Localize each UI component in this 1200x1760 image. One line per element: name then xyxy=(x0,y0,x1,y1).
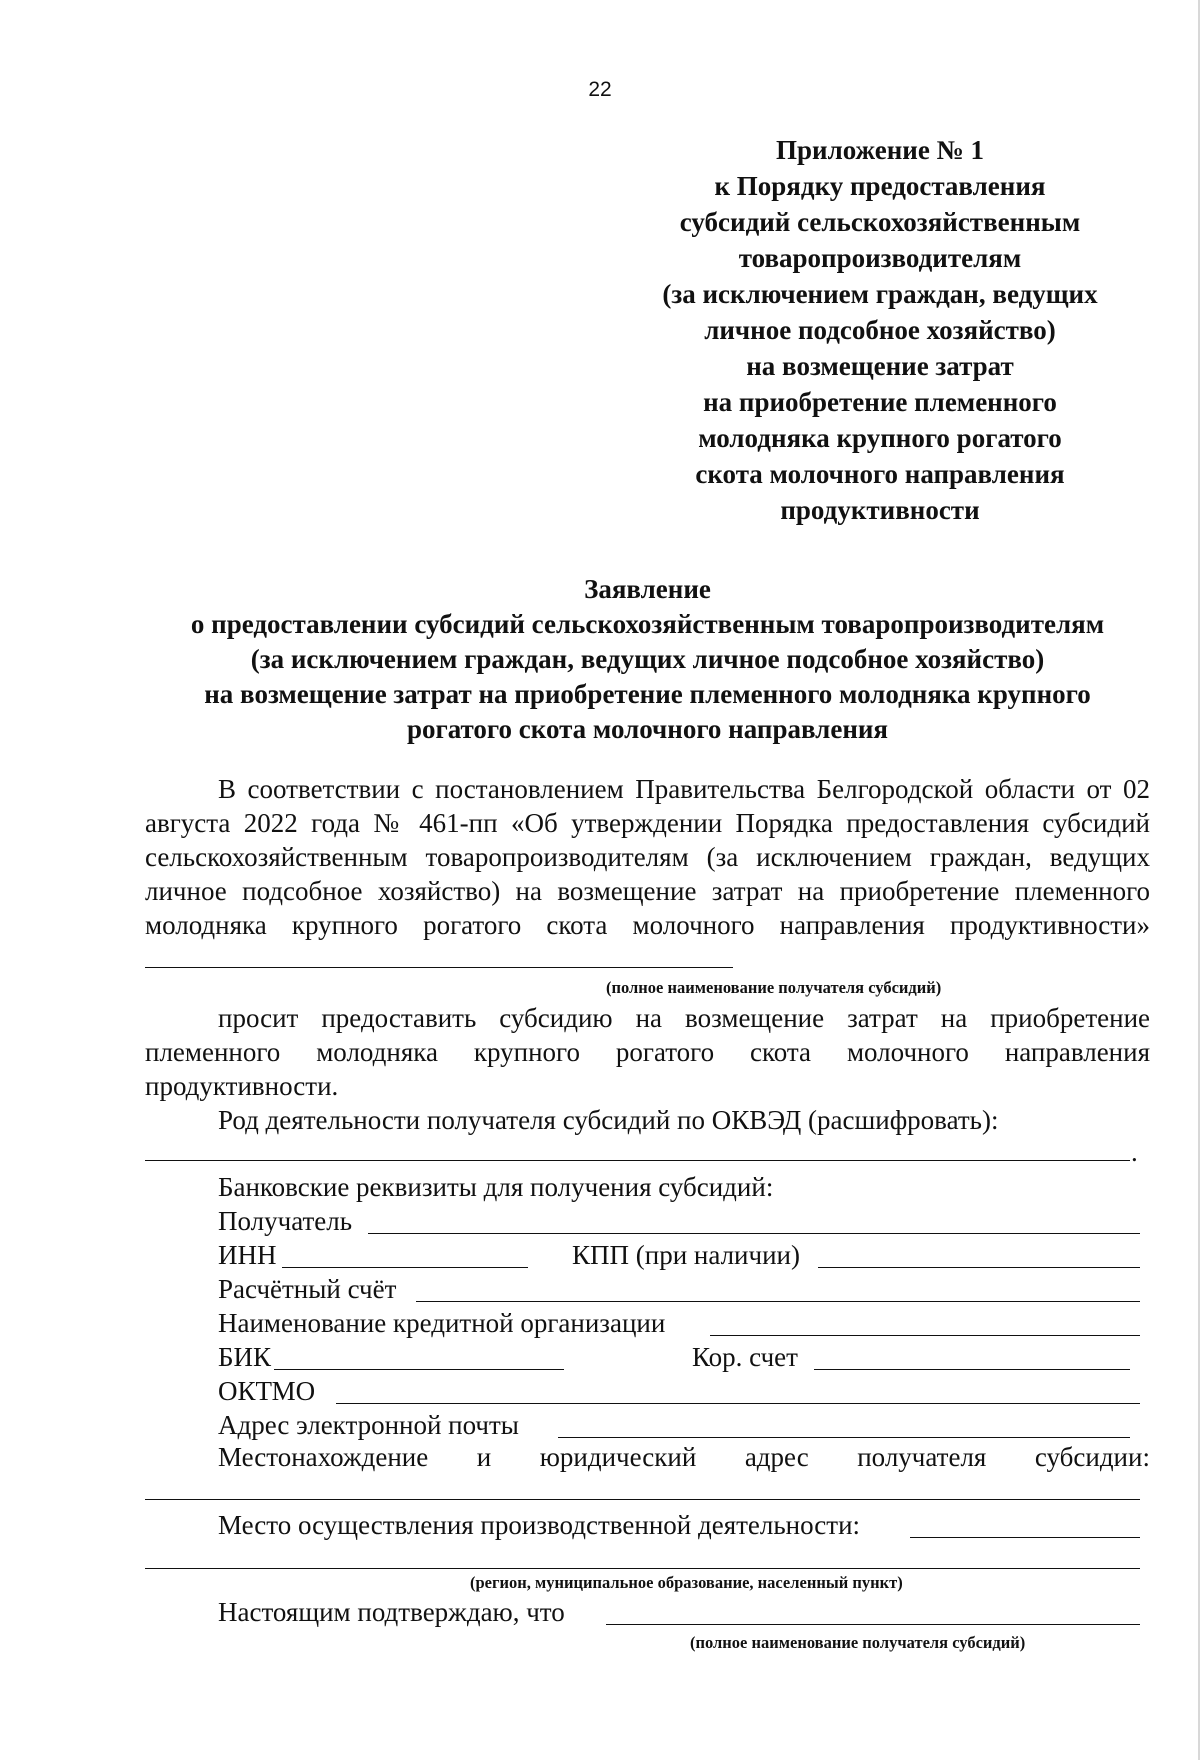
corr-account-label: Кор. счет xyxy=(692,1342,798,1372)
appendix-line: товаропроизводителям xyxy=(738,243,1022,273)
paragraph-legal-basis-text: В соответствии с постановлением Правительства Белгородской области от 02 августа 2022 года № 461-пп «Об утверждении Порядка предоставления субсидий сельскохозяйственным товаропроизводителям (за исключением граждан, ведущих личное подсобное хозяйство) на возмещение затрат на приобретение племенного молодняка крупного рогатого скота молочного направления продуктивности» xyxy=(145,774,1150,940)
bik-field[interactable] xyxy=(274,1369,564,1370)
bank-heading-text: Банковские реквизиты для получения субсидий: xyxy=(218,1172,774,1202)
inn-kpp-row xyxy=(218,1238,1150,1272)
appendix-heading xyxy=(640,132,1120,528)
corr-account-field[interactable] xyxy=(814,1369,1130,1370)
paragraph-okved: Род деятельности получателя субсидий по ОКВЭД (расшифровать): xyxy=(218,1105,999,1135)
bank-name-field[interactable] xyxy=(710,1335,1140,1336)
location-word: адрес xyxy=(744,1442,809,1472)
account-row xyxy=(218,1272,1150,1306)
title-line: рогатого скота молочного направления xyxy=(406,714,889,744)
recipient-row xyxy=(218,1204,1150,1238)
location-word: субсидии: xyxy=(1034,1442,1150,1472)
location-word: и xyxy=(476,1442,492,1472)
okved-field[interactable] xyxy=(145,1160,1130,1161)
caption-confirm: (полное наименование получателя субсидий) xyxy=(690,1633,1026,1652)
paragraph-legal-basis xyxy=(145,772,1150,976)
appendix-line: Приложение № 1 xyxy=(776,135,984,165)
production-place-row xyxy=(218,1508,1150,1542)
title-line: о предоставлении субсидий сельскохозяйственным товаропроизводителям xyxy=(190,609,1105,639)
recipient-field[interactable] xyxy=(368,1233,1140,1234)
appendix-line: скота молочного направления xyxy=(695,459,1065,489)
appendix-line: на приобретение племенного xyxy=(703,387,1057,417)
bank-heading xyxy=(218,1170,1150,1204)
account-field[interactable] xyxy=(416,1301,1140,1302)
appendix-line: на возмещение затрат xyxy=(746,351,1014,381)
appendix-line: личное подсобное хозяйство) xyxy=(704,315,1056,345)
email-row xyxy=(218,1408,1150,1442)
location-field[interactable] xyxy=(145,1499,1140,1500)
bank-name-label: Наименование кредитной организации xyxy=(218,1308,666,1338)
okved-period: . xyxy=(1131,1137,1138,1167)
recipient-name-field[interactable] xyxy=(145,945,733,968)
bik-corr-row xyxy=(218,1340,1150,1374)
inn-field[interactable] xyxy=(282,1267,528,1268)
page-number: 22 xyxy=(588,78,612,101)
oktmo-label: ОКТМО xyxy=(218,1376,316,1406)
bank-name-row xyxy=(218,1306,1150,1340)
kpp-label: КПП (при наличии) xyxy=(572,1240,800,1270)
location-word: юридический xyxy=(539,1442,697,1472)
location-word: Местонахождение xyxy=(218,1442,429,1472)
kpp-field[interactable] xyxy=(818,1267,1140,1268)
production-place-label: Место осуществления производственной деятельности: xyxy=(218,1510,861,1540)
appendix-line: субсидий сельскохозяйственным xyxy=(679,207,1081,237)
production-place-line[interactable] xyxy=(145,1568,1140,1569)
email-label: Адрес электронной почты xyxy=(218,1410,519,1440)
email-field[interactable] xyxy=(558,1437,1130,1438)
account-label: Расчётный счёт xyxy=(218,1274,397,1304)
location-row xyxy=(218,1440,1150,1474)
title-line: Заявление xyxy=(584,574,711,604)
confirm-label: Настоящим подтверждаю, что xyxy=(218,1597,565,1627)
recipient-label: Получатель xyxy=(218,1206,353,1236)
confirm-row xyxy=(218,1595,1150,1629)
oktmo-row xyxy=(218,1374,1150,1408)
appendix-line: молодняка крупного рогатого xyxy=(698,423,1062,453)
location-word: получателя xyxy=(857,1442,987,1472)
production-place-field[interactable] xyxy=(910,1537,1140,1538)
appendix-line: к Порядку предоставления xyxy=(714,171,1046,201)
caption-region: (регион, муниципальное образование, населенный пункт) xyxy=(470,1573,903,1592)
paragraph-request: просит предоставить субсидию на возмещение затрат на приобретение племенного молодняка крупного рогатого скота молочного направления продуктивности. xyxy=(145,1003,1150,1101)
appendix-line: продуктивности xyxy=(780,495,980,525)
inn-label: ИНН xyxy=(218,1240,277,1270)
document-title xyxy=(140,572,1155,747)
caption-recipient: (полное наименование получателя субсидий) xyxy=(606,978,942,997)
title-line: на возмещение затрат на приобретение племенного молодняка крупного xyxy=(204,679,1091,709)
appendix-line: (за исключением граждан, ведущих xyxy=(662,279,1098,309)
confirm-field[interactable] xyxy=(606,1624,1140,1625)
title-line: (за исключением граждан, ведущих личное подсобное хозяйство) xyxy=(250,644,1045,674)
oktmo-field[interactable] xyxy=(336,1403,1140,1404)
bik-label: БИК xyxy=(218,1342,272,1372)
